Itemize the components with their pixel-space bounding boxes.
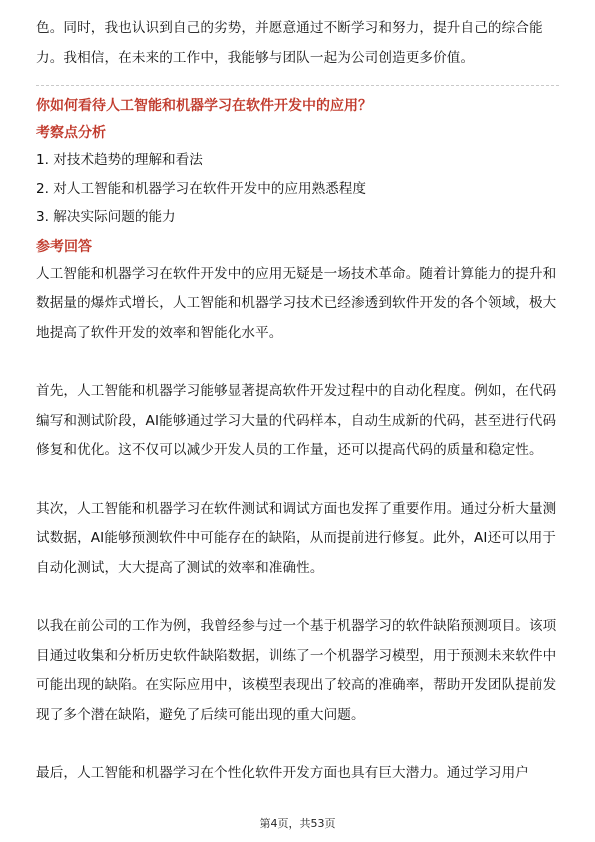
document-page bbox=[36, 14, 559, 789]
analysis-point: 1. 对技术趋势的理解和看法 bbox=[36, 152, 203, 168]
answer-paragraph: 人工智能和机器学习在软件开发中的应用无疑是一场技术革命。随着计算能力的提升和数据量的爆炸式增长，人工智能和机器学习技术已经渗透到软件开发的各个领域，极大地提高了软件开发的效率和智能化水平。 bbox=[36, 265, 557, 341]
page-footer: 第4页，共53页 bbox=[259, 817, 336, 830]
answer-paragraph: 最后，人工智能和机器学习在个性化软件开发方面也具有巨大潜力。通过学习用户 bbox=[36, 765, 529, 781]
paragraph-gap bbox=[36, 348, 559, 377]
question-heading: 你如何看待人工智能和机器学习在软件开发中的应用？ bbox=[36, 98, 372, 114]
paragraph-gap bbox=[36, 466, 559, 495]
paragraph-gap bbox=[36, 583, 559, 612]
intro-paragraph: 色。同时，我也认识到自己的劣势，并愿意通过不断学习和努力，提升自己的综合能力。我相信，在未来的工作中，我能够与团队一起为公司创造更多价值。 bbox=[36, 20, 543, 66]
answer-paragraph: 其次，人工智能和机器学习在软件测试和调试方面也发挥了重要作用。通过分析大量测试数据，AI能够预测软件中可能存在的缺陷，从而提前进行修复。此外，AI还可以用于自动化测试，大大提高了测试的效率和准确性。 bbox=[36, 500, 557, 576]
analysis-point: 3. 解决实际问题的能力 bbox=[36, 209, 176, 225]
paragraph-gap bbox=[36, 730, 559, 759]
analysis-points-list bbox=[36, 146, 559, 232]
answer-paragraph: 首先，人工智能和机器学习能够显著提高软件开发过程中的自动化程度。例如，在代码编写和测试阶段，AI能够通过学习大量的代码样本，自动生成新的代码，甚至进行代码修复和优化。这不仅可以减少开发人员的工作量，还可以提高代码的质量和稳定性。 bbox=[36, 383, 557, 458]
answer-paragraph: 以我在前公司的工作为例，我曾经参与过一个基于机器学习的软件缺陷预测项目。该项目通过收集和分析历史软件缺陷数据，训练了一个机器学习模型，用于预测未来软件中可能出现的缺陷。在实际应用中，该模型表现出了较高的准确率，帮助开发团队提前发现了多个潜在缺陷，避免了后续可能出现的重大问题。 bbox=[36, 618, 557, 723]
answer-heading: 参考回答 bbox=[36, 238, 92, 255]
analysis-heading: 考察点分析 bbox=[36, 125, 106, 141]
section-divider bbox=[36, 85, 559, 86]
analysis-point: 2. 对人工智能和机器学习在软件开发中的应用熟悉程度 bbox=[36, 180, 366, 197]
